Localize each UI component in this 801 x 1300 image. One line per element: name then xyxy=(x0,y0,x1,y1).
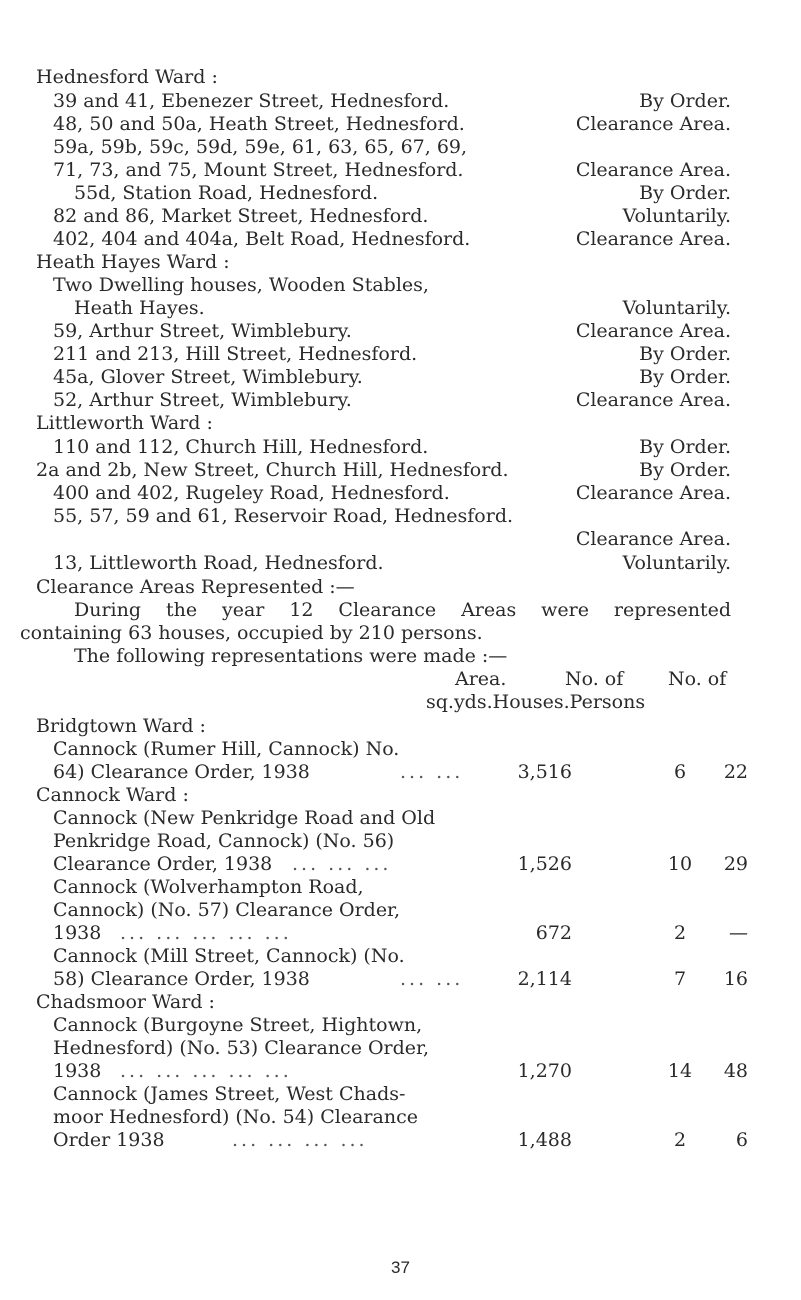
entry-address: 2a and 2b, New Street, Church Hill, Hednesford. xyxy=(36,459,509,481)
order-text: Clearance Order, 1938 xyxy=(53,853,273,875)
entry-action: Clearance Area. xyxy=(575,159,731,181)
entry-address: 211 and 213, Hill Street, Hednesford. xyxy=(53,343,418,365)
entry-action: By Order. xyxy=(639,182,731,204)
entry-action: By Order. xyxy=(639,436,731,458)
entry-action: Clearance Area. xyxy=(575,228,731,250)
order-text: Penkridge Road, Cannock) (No. 56) xyxy=(53,830,395,852)
order-text: Hednesford) (No. 53) Clearance Order, xyxy=(53,1037,430,1059)
entry-address: 48, 50 and 50a, Heath Street, Hednesford. xyxy=(53,113,465,135)
order-text: Cannock (Wolverhampton Road, xyxy=(53,876,364,898)
entry-action: Voluntarily. xyxy=(622,205,731,227)
column-header-no-of-persons: No. of xyxy=(668,668,727,690)
cell-area: 2,114 xyxy=(517,968,572,990)
ward-heading-littleworth: Littleworth Ward : xyxy=(36,412,213,434)
cell-persons: 29 xyxy=(723,853,748,875)
entry-action: By Order. xyxy=(639,366,731,388)
cell-houses: 14 xyxy=(667,1060,693,1082)
entry-action: By Order. xyxy=(639,90,731,112)
entry-action: Clearance Area. xyxy=(575,528,731,550)
entry-address: 59a, 59b, 59c, 59d, 59e, 61, 63, 65, 67, 69, xyxy=(53,136,468,158)
section-heading-clearance: Clearance Areas Represented :— xyxy=(36,576,355,598)
order-text: Cannock (New Penkridge Road and Old xyxy=(53,807,436,829)
ward-heading-cannock: Cannock Ward : xyxy=(36,784,189,806)
cell-persons: 6 xyxy=(735,1129,748,1151)
entry-action: Clearance Area. xyxy=(575,113,731,135)
entry-address: 13, Littleworth Road, Hednesford. xyxy=(53,552,384,574)
leader-dots: ... ... xyxy=(400,968,464,990)
cell-houses: 2 xyxy=(673,922,687,944)
cell-houses: 2 xyxy=(673,1129,687,1151)
ward-heading-hednesford: Hednesford Ward : xyxy=(36,66,218,88)
clearance-paragraph-line: The following representations were made :— xyxy=(74,645,508,667)
order-text: 58) Clearance Order, 1938 xyxy=(53,968,310,990)
entry-address: 400 and 402, Rugeley Road, Hednesford. xyxy=(53,482,450,504)
ward-heading-heath-hayes: Heath Hayes Ward : xyxy=(36,251,230,273)
cell-houses: 7 xyxy=(673,968,687,990)
clearance-paragraph-line: During the year 12 Clearance Areas were represented xyxy=(74,599,731,621)
cell-area: 1,270 xyxy=(517,1060,572,1082)
cell-area: 672 xyxy=(535,922,572,944)
cell-houses: 6 xyxy=(673,761,687,783)
entry-action: Clearance Area. xyxy=(575,482,731,504)
order-text: Cannock) (No. 57) Clearance Order, xyxy=(53,899,401,921)
entry-address: 55, 57, 59 and 61, Reservoir Road, Hednesford. xyxy=(53,505,514,527)
cell-houses: 10 xyxy=(667,853,693,875)
entry-action: Clearance Area. xyxy=(575,389,731,411)
leader-dots: ... ... ... ... ... xyxy=(120,922,292,944)
leader-dots: ... ... xyxy=(400,761,464,783)
column-header-units: sq.yds.Houses.Persons xyxy=(426,691,646,713)
cell-area: 1,488 xyxy=(517,1129,572,1151)
entry-address: 45a, Glover Street, Wimblebury. xyxy=(53,366,363,388)
order-text: 1938 xyxy=(53,922,102,944)
order-text: Order 1938 xyxy=(53,1129,165,1151)
order-text: Cannock (Burgoyne Street, Hightown, xyxy=(53,1014,423,1036)
leader-dots: ... ... ... xyxy=(292,853,392,875)
entry-action: Voluntarily. xyxy=(622,297,731,319)
order-text: 64) Clearance Order, 1938 xyxy=(53,761,310,783)
entry-action: By Order. xyxy=(639,459,731,481)
order-text: Cannock (Rumer Hill, Cannock) No. xyxy=(53,738,400,760)
entry-address: 82 and 86, Market Street, Hednesford. xyxy=(53,205,429,227)
order-text: Cannock (Mill Street, Cannock) (No. xyxy=(53,945,405,967)
page-number: 37 xyxy=(391,1258,410,1277)
entry-address: 402, 404 and 404a, Belt Road, Hednesford. xyxy=(53,228,471,250)
entry-address: 39 and 41, Ebenezer Street, Hednesford. xyxy=(53,90,450,112)
ward-heading-bridgtown: Bridgtown Ward : xyxy=(36,715,206,737)
entry-address: 52, Arthur Street, Wimblebury. xyxy=(53,389,352,411)
cell-persons: — xyxy=(729,922,748,944)
entry-address-cont: Heath Hayes. xyxy=(74,297,205,319)
cell-persons: 16 xyxy=(723,968,748,990)
column-header-area: Area. xyxy=(455,668,507,690)
entry-address: 55d, Station Road, Hednesford. xyxy=(74,182,379,204)
cell-area: 3,516 xyxy=(517,761,572,783)
entry-address: 110 and 112, Church Hill, Hednesford. xyxy=(53,436,429,458)
order-text: moor Hednesford) (No. 54) Clearance xyxy=(53,1106,418,1128)
entry-address-cont: 71, 73, and 75, Mount Street, Hednesford. xyxy=(53,159,464,181)
clearance-paragraph-line: containing 63 houses, occupied by 210 persons. xyxy=(20,622,483,644)
order-text: Cannock (James Street, West Chads- xyxy=(53,1083,406,1105)
leader-dots: ... ... ... ... ... xyxy=(120,1060,292,1082)
entry-address: Two Dwelling houses, Wooden Stables, xyxy=(53,274,429,296)
cell-area: 1,526 xyxy=(517,853,572,875)
cell-persons: 22 xyxy=(723,761,748,783)
entry-address: 59, Arthur Street, Wimblebury. xyxy=(53,320,352,342)
entry-action: By Order. xyxy=(639,343,731,365)
leader-dots: ... ... ... ... xyxy=(232,1129,368,1151)
entry-action: Clearance Area. xyxy=(575,320,731,342)
column-header-no-of-houses: No. of xyxy=(565,668,624,690)
order-text: 1938 xyxy=(53,1060,102,1082)
cell-persons: 48 xyxy=(723,1060,748,1082)
entry-action: Voluntarily. xyxy=(622,552,731,574)
ward-heading-chadsmoor: Chadsmoor Ward : xyxy=(36,991,215,1013)
